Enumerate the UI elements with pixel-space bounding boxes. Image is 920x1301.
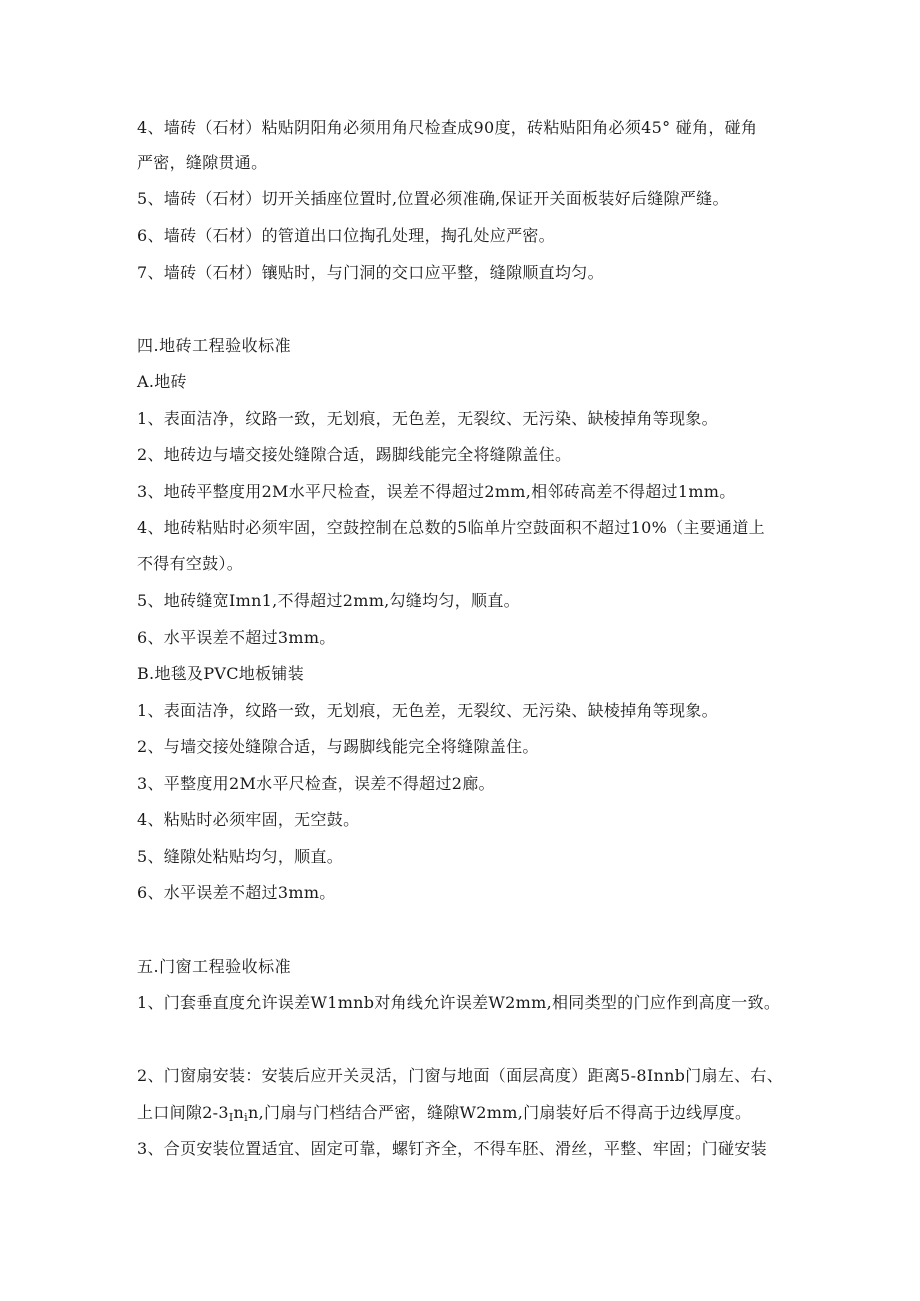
- wall-tile-item-4-line-2: 严密，缝隙贯通。: [137, 153, 268, 172]
- floor-a-item: 2、地砖边与墙交接处缝隙合适，踢脚线能完全将缝隙盖住。: [137, 445, 572, 464]
- door-item-2-line-1: 2、门窗扇安装：安装后应开关灵活，门窗与地面（面层高度）距离5-8Innb门扇左、右、: [137, 1066, 784, 1085]
- floor-a-item: 5、地砖缝宽Imn1,不得超过2mm,勾缝均匀，顺直。: [137, 591, 520, 610]
- floor-b-item: 1、表面洁净，纹路一致，无划痕，无色差，无裂纹、无污染、缺棱掉角等现象。: [137, 701, 718, 720]
- floor-a-item: 3、地砖平整度用2M水平尺检查，误差不得超过2mm,相邻砖高差不得超过1mm。: [137, 482, 736, 501]
- floor-a-item: 6、水平误差不超过3mm。: [137, 628, 336, 647]
- floor-b-item: 5、缝隙处粘贴均匀，顺直。: [137, 847, 344, 866]
- floor-b-item: 6、水平误差不超过3mm。: [137, 883, 336, 902]
- door-item-1: 1、门套垂直度允许误差W1mnb对角线允许误差W2mm,相同类型的门应作到高度一致。: [137, 993, 781, 1012]
- wall-tile-item-5: 5、墙砖（石材）切开关插座位置时,位置必须准确,保证开关面板装好后缝隙严缝。: [137, 189, 729, 208]
- door-item-2-line-2: [137, 1103, 867, 1128]
- door-item-3-line-1: 3、合页安装位置适宜、固定可靠，螺钉齐全，不得车胚、滑丝，平整、牢固；门碰安装: [137, 1139, 767, 1158]
- floor-subsection-b-title: B.地毯及PVC地板铺装: [137, 664, 305, 683]
- floor-b-item: 4、粘贴时必须牢固，无空鼓。: [137, 810, 360, 829]
- wall-tile-item-7: 7、墙砖（石材）镶贴时，与门洞的交口应平整，缝隙顺直均匀。: [137, 263, 604, 282]
- wall-tile-item-6: 6、墙砖（石材）的管道出口位掏孔处理，掏孔处应严密。: [137, 226, 555, 245]
- door-item-2-text-c: n,门扇与门档结合严密，缝隙W2mm,门扇装好后不得高于边线厚度。: [247, 1103, 752, 1122]
- floor-b-item: 2、与墙交接处缝隙合适，与踢脚线能完全将缝隙盖住。: [137, 737, 539, 756]
- door-item-2-text-b: n: [233, 1103, 245, 1122]
- door-item-2-subscript-2: i: [244, 1111, 248, 1124]
- floor-a-item: 1、表面洁净，纹路一致，无划痕，无色差，无裂纹、无污染、缺棱掉角等现象。: [137, 409, 718, 428]
- door-item-2-text-a: 上口间隙2-3: [137, 1103, 229, 1122]
- floor-section-title: 四.地砖工程验收标准: [137, 336, 292, 355]
- door-section-title: 五.门窗工程验收标准: [137, 957, 292, 976]
- floor-subsection-a-title: A.地砖: [137, 372, 187, 391]
- wall-tile-item-4-line-1: 4、墙砖（石材）粘贴阴阳角必须用角尺检查成90度，砖粘贴阳角必须45° 碰角，碰角: [137, 118, 758, 137]
- floor-a-item: 4、地砖粘贴时必须牢固，空鼓控制在总数的5临单片空鼓面积不超过10%（主要通道上: [137, 518, 765, 537]
- floor-a-item: 不得有空鼓）。: [137, 554, 244, 573]
- floor-b-item: 3、平整度用2M水平尺检查，误差不得超过2廊。: [137, 774, 495, 793]
- door-item-2-subscript-1: I: [228, 1111, 234, 1124]
